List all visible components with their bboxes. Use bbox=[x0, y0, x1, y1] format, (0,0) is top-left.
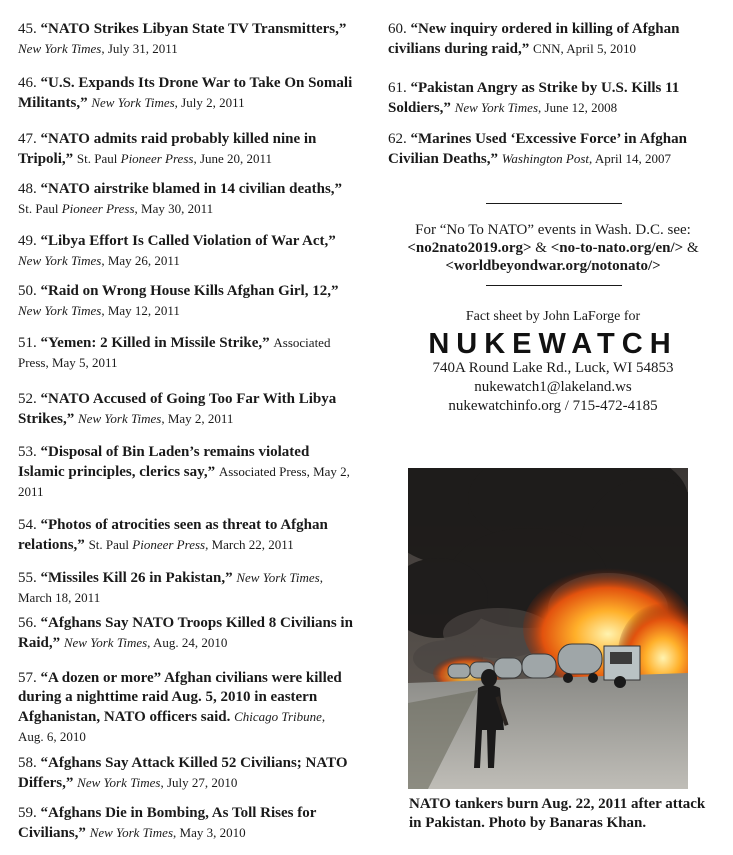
reference-title: “Disposal of Bin Laden’s remains violated Islamic principles, clerics say,” bbox=[18, 444, 310, 480]
reference-title: “Pakistan Angry as Strike by U.S. Kills 11 Soldiers,” bbox=[388, 80, 680, 116]
reference-title: “Yemen: 2 Killed in Missile Strike,” bbox=[40, 335, 270, 351]
reference-item: 48. “NATO airstrike blamed in 14 civilian deaths,” St. Paul Pioneer Press, May 30, 2011 bbox=[18, 181, 343, 216]
divider-bottom bbox=[486, 285, 622, 286]
reference-title: “NATO admits raid probably killed nine in Tripoli,” bbox=[18, 131, 317, 167]
reference-title: “Libya Effort Is Called Violation of War Act,” bbox=[40, 233, 336, 249]
divider-top bbox=[486, 203, 622, 204]
reference-item: 57. “A dozen or more” Afghan civilians were killed during a nighttime raid Aug. 5, 2010 in eastern Afghanistan, NATO officers said. Chicago Tribune, Aug. 6, 2010 bbox=[18, 670, 342, 744]
reference-source: New York Times, March 18, 2011 bbox=[18, 570, 323, 605]
reference-source: New York Times, July 2, 2011 bbox=[91, 95, 245, 110]
reference-source: New York Times, May 26, 2011 bbox=[18, 253, 180, 268]
reference-source: Washington Post, April 14, 2007 bbox=[501, 151, 672, 166]
reference-item: 47. “NATO admits raid probably killed nine in Tripoli,” St. Paul Pioneer Press, June 20, 2011 bbox=[18, 131, 317, 167]
reference-source: New York Times, June 12, 2008 bbox=[454, 100, 618, 115]
reference-source: New York Times, May 2, 2011 bbox=[78, 411, 234, 426]
photo-illustration bbox=[408, 468, 688, 789]
fact-sheet-credit: Fact sheet by John LaForge for bbox=[465, 309, 641, 324]
reference-item: 60. “New inquiry ordered in killing of Afghan civilians during raid,” CNN, April 5, 2010 bbox=[388, 21, 680, 57]
reference-source: Associated Press, May 2, 2011 bbox=[18, 464, 350, 499]
nukewatch-logo: NUKEWATCH bbox=[428, 328, 678, 360]
reference-source: New York Times, July 27, 2010 bbox=[77, 775, 238, 790]
reference-title: “Afghans Say NATO Troops Killed 8 Civilians in Raid,” bbox=[18, 615, 353, 651]
photo-caption: NATO tankers burn Aug. 22, 2011 after attack in Pakistan. Photo by Banaras Khan. bbox=[409, 796, 706, 831]
reference-source: New York Times, Aug. 24, 2010 bbox=[63, 635, 228, 650]
reference-source: New York Times, May 12, 2011 bbox=[18, 303, 180, 318]
reference-item: 59. “Afghans Die in Bombing, As Toll Rises for Civilians,” New York Times, May 3, 2010 bbox=[18, 805, 317, 841]
reference-source: CNN, April 5, 2010 bbox=[533, 41, 636, 56]
reference-title: “Missiles Kill 26 in Pakistan,” bbox=[40, 570, 233, 586]
reference-title: “Raid on Wrong House Kills Afghan Girl, 12,” bbox=[40, 283, 339, 299]
reference-item: 55. “Missiles Kill 26 in Pakistan,” New York Times, March 18, 2011 bbox=[18, 570, 323, 605]
contact-block bbox=[388, 359, 718, 416]
reference-item: 62. “Marines Used ‘Excessive Force’ in Afghan Civilian Deaths,” Washington Post, April 14, 2007 bbox=[388, 131, 687, 167]
reference-title: “Afghans Die in Bombing, As Toll Rises for Civilians,” bbox=[18, 805, 317, 841]
reference-item: 61. “Pakistan Angry as Strike by U.S. Kills 11 Soldiers,” New York Times, June 12, 2008 bbox=[388, 80, 680, 116]
reference-item: 56. “Afghans Say NATO Troops Killed 8 Civilians in Raid,” New York Times, Aug. 24, 2010 bbox=[18, 615, 353, 651]
reference-item: 52. “NATO Accused of Going Too Far With Libya Strikes,” New York Times, May 2, 2011 bbox=[18, 391, 337, 427]
reference-source: St. Paul Pioneer Press, March 22, 2011 bbox=[88, 537, 294, 552]
reference-source: New York Times, May 3, 2010 bbox=[89, 825, 246, 840]
reference-title: “A dozen or more” Afghan civilians were killed during a nighttime raid Aug. 5, 2010 in eastern Afghanistan, NATO officers said. bbox=[18, 670, 342, 725]
reference-source: Associated Press, May 5, 2011 bbox=[18, 335, 331, 370]
events-notice: For “No To NATO” events in Wash. D.C. see: <no2nato2019.org> & <no-to-nato.org/en/> & <worldbeyondwar.org/notonato/> bbox=[388, 221, 718, 275]
reference-item: 46. “U.S. Expands Its Drone War to Take On Somali Militants,” New York Times, July 2, 2011 bbox=[18, 75, 353, 111]
postal-address: 740A Round Lake Rd., Luck, WI 54853 bbox=[432, 360, 674, 376]
reference-source: New York Times, July 31, 2011 bbox=[18, 41, 178, 56]
events-link-no2nato[interactable]: <no2nato2019.org> bbox=[407, 240, 532, 256]
reference-title: “NATO Accused of Going Too Far With Libya Strikes,” bbox=[18, 391, 337, 427]
reference-title: “Afghans Say Attack Killed 52 Civilians; NATO Differs,” bbox=[18, 755, 348, 791]
reference-title: “U.S. Expands Its Drone War to Take On Somali Militants,” bbox=[18, 75, 353, 111]
reference-source: St. Paul Pioneer Press, May 30, 2011 bbox=[18, 201, 214, 216]
reference-item: 51. “Yemen: 2 Killed in Missile Strike,” Associated Press, May 5, 2011 bbox=[18, 335, 331, 370]
reference-item: 49. “Libya Effort Is Called Violation of War Act,” New York Times, May 26, 2011 bbox=[18, 233, 336, 268]
reference-title: “Photos of atrocities seen as threat to Afghan relations,” bbox=[18, 517, 328, 553]
events-intro: For “No To NATO” events in Wash. D.C. see: bbox=[415, 222, 691, 238]
reference-title: “NATO airstrike blamed in 14 civilian deaths,” bbox=[40, 181, 343, 197]
burning-tankers-photo bbox=[408, 468, 688, 789]
reference-item: 45. “NATO Strikes Libyan State TV Transmitters,” New York Times, July 31, 2011 bbox=[18, 21, 347, 56]
events-link-worldbeyondwar[interactable]: <worldbeyondwar.org/notonato/> bbox=[445, 258, 661, 274]
reference-source: St. Paul Pioneer Press, June 20, 2011 bbox=[76, 151, 273, 166]
reference-source: Chicago Tribune, Aug. 6, 2010 bbox=[18, 709, 326, 744]
reference-item: 53. “Disposal of Bin Laden’s remains violated Islamic principles, clerics say,” Associated Press, May 2, 2011 bbox=[18, 444, 350, 499]
reference-item: 50. “Raid on Wrong House Kills Afghan Girl, 12,” New York Times, May 12, 2011 bbox=[18, 283, 339, 318]
website-phone[interactable]: nukewatchinfo.org / 715-472-4185 bbox=[448, 398, 658, 414]
email-address[interactable]: nukewatch1@lakeland.ws bbox=[474, 379, 632, 395]
events-link-no-to-nato[interactable]: <no-to-nato.org/en/> bbox=[550, 240, 684, 256]
reference-title: “New inquiry ordered in killing of Afghan civilians during raid,” bbox=[388, 21, 680, 57]
reference-item: 54. “Photos of atrocities seen as threat to Afghan relations,” St. Paul Pioneer Press, March 22, 2011 bbox=[18, 517, 328, 553]
reference-title: “NATO Strikes Libyan State TV Transmitters,” bbox=[40, 21, 347, 37]
reference-title: “Marines Used ‘Excessive Force’ in Afghan Civilian Deaths,” bbox=[388, 131, 687, 167]
reference-item: 58. “Afghans Say Attack Killed 52 Civilians; NATO Differs,” New York Times, July 27, 2010 bbox=[18, 755, 348, 791]
